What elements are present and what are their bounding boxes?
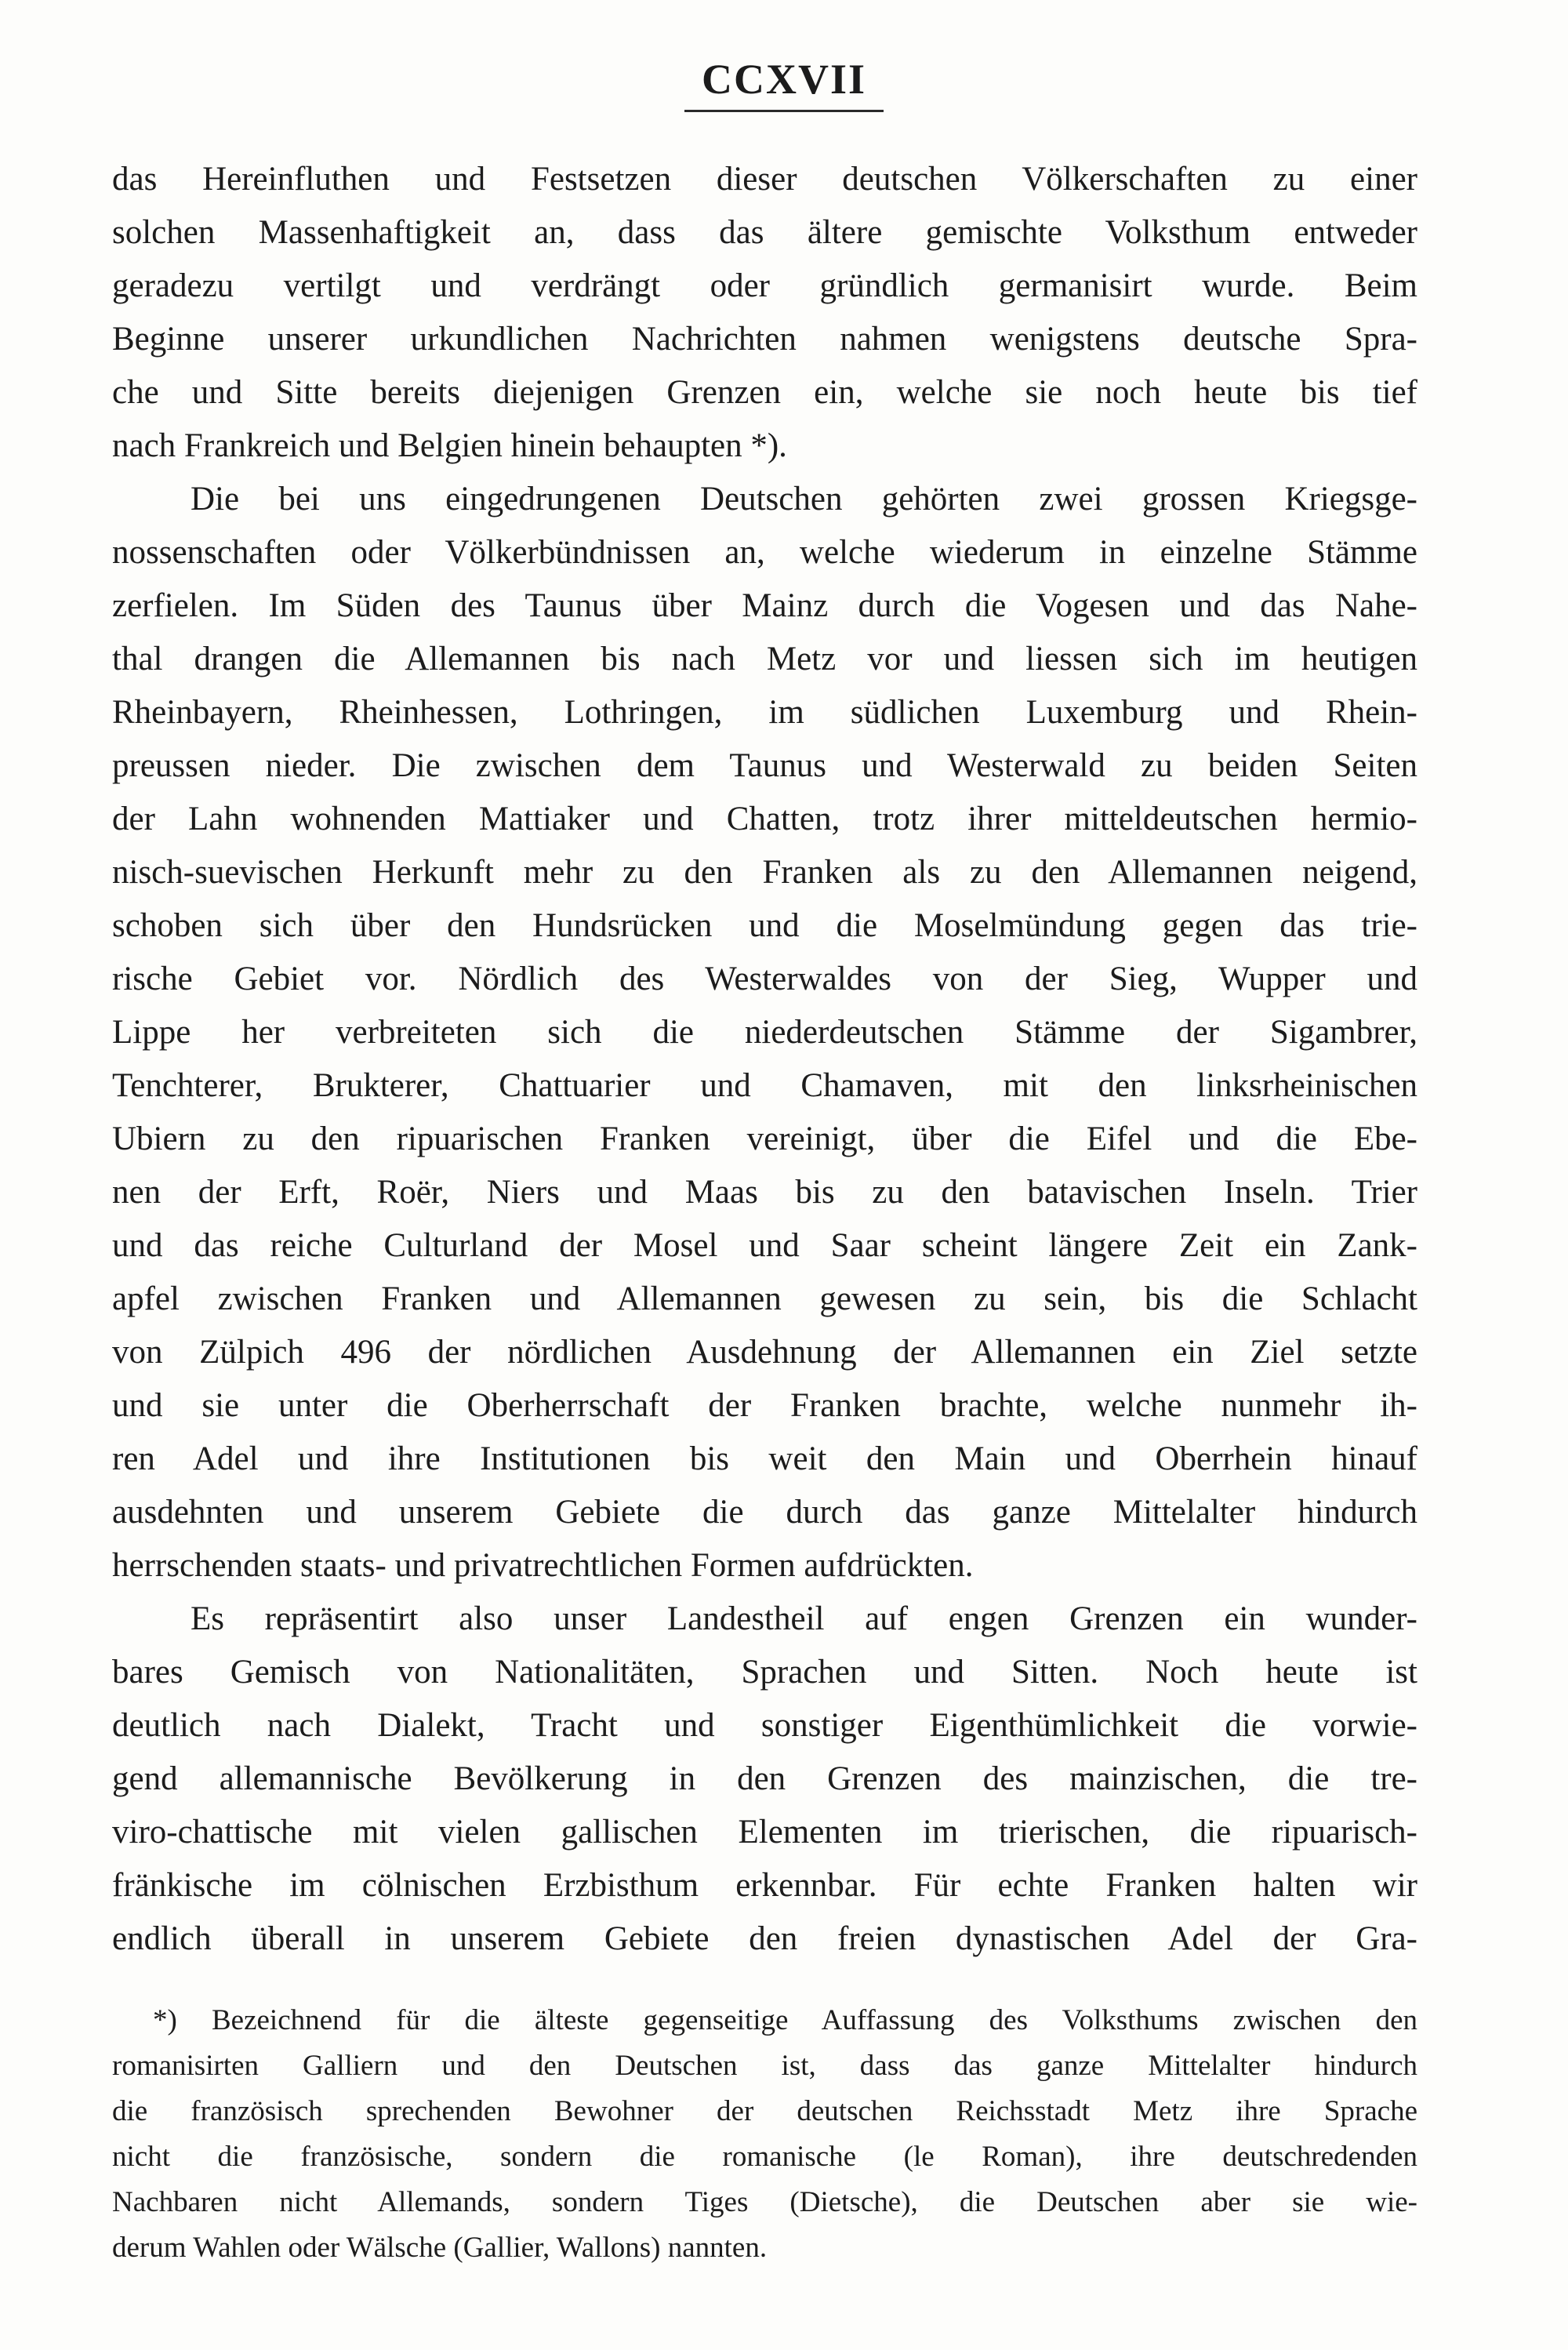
footnote-line: *) Bezeichnend für die älteste gegenseitige Auffassung des Volksthums zwischen den (153, 2004, 1417, 2036)
text-line: Es repräsentirt also unser Landestheil auf engen Grenzen ein wunder- (191, 1600, 1417, 1637)
text-line: endlich überall in unserem Gebiete den freien dynastischen Adel der Gra- (112, 1920, 1417, 1957)
footnote-line: Nachbaren nicht Allemands, sondern Tiges (Dietsche), die Deutschen aber sie wie- (112, 2186, 1417, 2218)
text-line: ausdehnten und unserem Gebiete die durch das ganze Mittelalter hindurch (112, 1494, 1417, 1531)
text-line: nossenschaften oder Völkerbündnissen an, welche wiederum in einzelne Stämme (112, 534, 1417, 571)
text-line: deutlich nach Dialekt, Tracht und sonstiger Eigenthümlichkeit die vorwie- (112, 1707, 1417, 1744)
text-line: rische Gebiet vor. Nördlich des Westerwaldes von der Sieg, Wupper und (112, 961, 1417, 997)
text-line: Tenchterer, Brukterer, Chattuarier und Chamaven, mit den linksrheinischen (112, 1067, 1417, 1104)
text-line: nach Frankreich und Belgien hinein behaupten *). (112, 427, 787, 464)
page-header (0, 55, 1568, 112)
text-line: viro-chattische mit vielen gallischen Elementen im trierischen, die ripuarisch- (112, 1814, 1417, 1851)
text-line: Beginne unserer urkundlichen Nachrichten nahmen wenigstens deutsche Spra- (112, 321, 1417, 358)
text-line: herrschenden staats- und privatrechtlichen Formen aufdrückten. (112, 1547, 974, 1584)
text-line: zerfielen. Im Süden des Taunus über Mainz durch die Vogesen und das Nahe- (112, 587, 1417, 624)
text-line: der Lahn wohnenden Mattiaker und Chatten, trotz ihrer mitteldeutschen hermio- (112, 801, 1417, 837)
footnote-line: die französisch sprechenden Bewohner der deutschen Reichsstadt Metz ihre Sprache (112, 2095, 1417, 2127)
text-line: preussen nieder. Die zwischen dem Taunus und Westerwald zu beiden Seiten (112, 747, 1417, 784)
text-line: apfel zwischen Franken und Allemannen gewesen zu sein, bis die Schlacht (112, 1280, 1417, 1317)
main-text (112, 153, 1417, 1966)
text-line: che und Sitte bereits diejenigen Grenzen ein, welche sie noch heute bis tief (112, 374, 1417, 411)
text-line: von Zülpich 496 der nördlichen Ausdehnung der Allemannen ein Ziel setzte (112, 1334, 1417, 1371)
text-line: solchen Massenhaftigkeit an, dass das ältere gemischte Volksthum entweder (112, 214, 1417, 251)
text-line: nen der Erft, Roër, Niers und Maas bis zu den batavischen Inseln. Trier (112, 1174, 1417, 1211)
text-line: nisch-suevischen Herkunft mehr zu den Franken als zu den Allemannen neigend, (112, 854, 1417, 891)
text-line: Rheinbayern, Rheinhessen, Lothringen, im südlichen Luxemburg und Rhein- (112, 694, 1417, 731)
text-line: Ubiern zu den ripuarischen Franken vereinigt, über die Eifel und die Ebe- (112, 1121, 1417, 1157)
text-line: Lippe her verbreiteten sich die niederdeutschen Stämme der Sigambrer, (112, 1014, 1417, 1051)
footnote-line: nicht die französische, sondern die romanische (le Roman), ihre deutschredenden (112, 2141, 1417, 2173)
footnote (112, 1998, 1417, 2271)
text-line: gend allemannische Bevölkerung in den Grenzen des mainzischen, die tre- (112, 1760, 1417, 1797)
text-line: fränkische im cölnischen Erzbisthum erkennbar. Für echte Franken halten wir (112, 1867, 1417, 1904)
text-line: und das reiche Culturland der Mosel und Saar scheint längere Zeit ein Zank- (112, 1227, 1417, 1264)
text-line: bares Gemisch von Nationalitäten, Sprachen und Sitten. Noch heute ist (112, 1654, 1417, 1691)
page-number: CCXVII (684, 55, 884, 112)
text-line: thal drangen die Allemannen bis nach Metz vor und liessen sich im heutigen (112, 641, 1417, 677)
text-line: und sie unter die Oberherrschaft der Franken brachte, welche nunmehr ih- (112, 1387, 1417, 1424)
text-line: ren Adel und ihre Institutionen bis weit den Main und Oberrhein hinauf (112, 1440, 1417, 1477)
footnote-line: romanisirten Galliern und den Deutschen ist, dass das ganze Mittelalter hindurch (112, 2050, 1417, 2082)
footnote-line: derum Wahlen oder Wälsche (Gallier, Wallons) nannten. (112, 2232, 768, 2264)
text-line: geradezu vertilgt und verdrängt oder gründlich germanisirt wurde. Beim (112, 267, 1417, 304)
text-line: Die bei uns eingedrungenen Deutschen gehörten zwei grossen Kriegsge- (191, 481, 1417, 518)
text-line: das Hereinfluthen und Festsetzen dieser deutschen Völkerschaften zu einer (112, 161, 1417, 198)
text-line: schoben sich über den Hundsrücken und die Moselmündung gegen das trie- (112, 907, 1417, 944)
